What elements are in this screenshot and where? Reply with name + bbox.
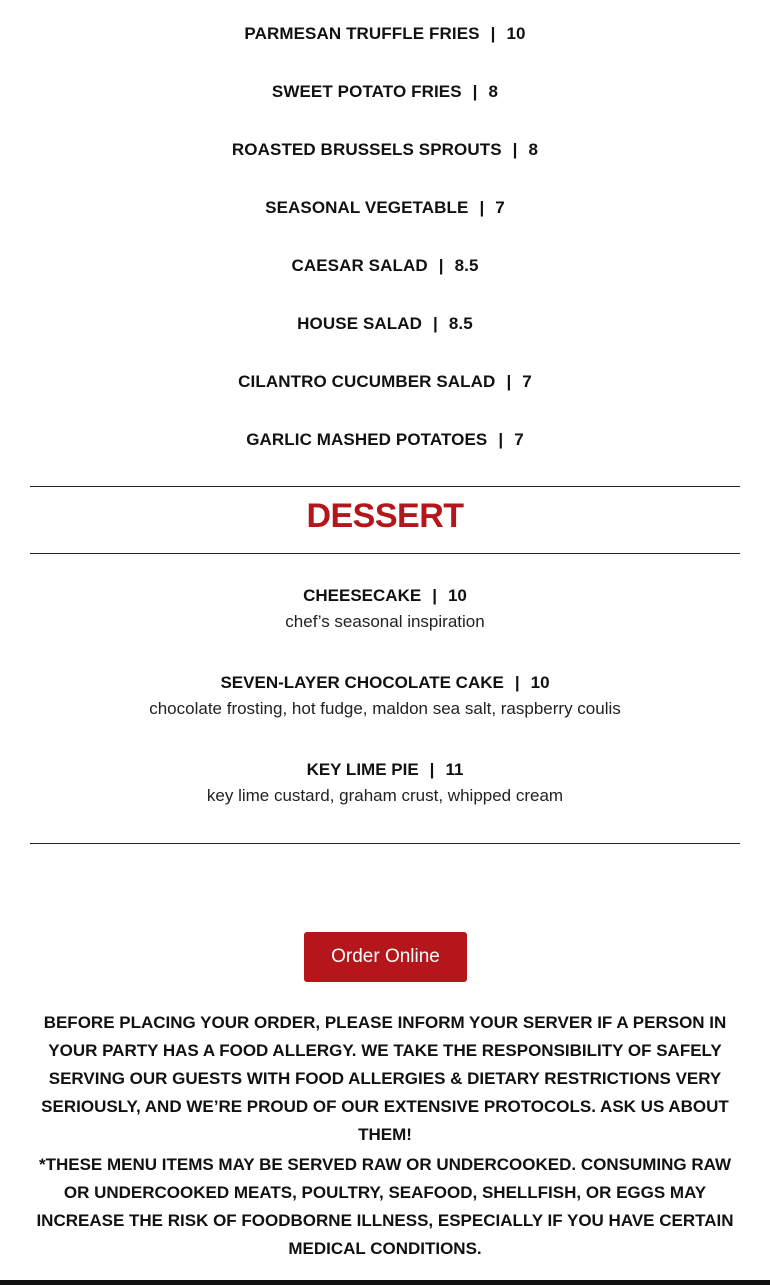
section-title-dessert: DESSERT <box>306 497 464 535</box>
item-price: 10 <box>506 24 526 43</box>
item-name: SEASONAL VEGETABLE <box>265 198 469 217</box>
item-description: key lime custard, graham crust, whipped cream <box>206 786 564 805</box>
allergy-notice: BEFORE PLACING YOUR ORDER, PLEASE INFORM YOUR SERVER IF A PERSON IN YOUR PARTY HAS A FOOD ALLERGY. WE TAKE THE RESPONSIBILITY OF SAFELY SERVING OUR GUESTS WITH FOOD ALLERGIES & DIETARY RESTRICTIONS VERY SERIOUSLY, AND WE’RE PROUD OF OUR EXTENSIVE PROTOCOLS. ASK US ABOUT THEM! <box>41 1013 729 1144</box>
order-online-button[interactable]: Order Online <box>304 932 467 982</box>
item-name: CAESAR SALAD <box>291 256 428 275</box>
footer-bar <box>0 1280 770 1285</box>
item-description: chef’s seasonal inspiration <box>285 612 485 631</box>
item-name: ROASTED BRUSSELS SPROUTS <box>231 140 502 159</box>
item-price: 8.5 <box>448 314 473 333</box>
item-name: CHEESECAKE <box>303 586 422 605</box>
price-separator: | <box>472 82 478 101</box>
menu-item <box>0 22 770 80</box>
section-divider <box>30 486 740 487</box>
menu-item <box>0 196 770 254</box>
item-price: 8 <box>488 82 499 101</box>
menu-item <box>0 370 770 428</box>
menu-item <box>0 428 770 486</box>
item-name: HOUSE SALAD <box>297 314 423 333</box>
price-separator: | <box>512 140 518 159</box>
item-price: 10 <box>447 586 467 605</box>
menu-item <box>0 758 770 845</box>
price-separator: | <box>432 586 437 605</box>
menu-item <box>0 254 770 312</box>
item-price: 10 <box>530 673 550 692</box>
item-price: 11 <box>445 760 464 779</box>
raw-food-notice: *THESE MENU ITEMS MAY BE SERVED RAW OR UNDERCOOKED. CONSUMING RAW OR UNDERCOOKED MEATS, POULTRY, SEAFOOD, SHELLFISH, OR EGGS MAY INCREASE THE RISK OF FOODBORNE ILLNESS, ESPECIALLY IF YOU HAVE CERTAIN MEDICAL CONDITIONS. <box>36 1155 734 1258</box>
price-separator: | <box>490 24 496 43</box>
price-separator: | <box>433 314 438 333</box>
item-price: 7 <box>522 372 532 391</box>
sides-list <box>0 22 770 486</box>
item-name: SEVEN-LAYER CHOCOLATE CAKE <box>220 673 504 692</box>
item-name: GARLIC MASHED POTATOES <box>246 430 488 449</box>
item-price: 7 <box>495 198 505 217</box>
price-separator: | <box>479 198 485 217</box>
price-separator: | <box>438 256 444 275</box>
dessert-list <box>0 584 770 845</box>
menu-item <box>0 138 770 196</box>
item-description: chocolate frosting, hot fudge, maldon sea salt, raspberry coulis <box>149 699 621 718</box>
section-divider <box>30 553 740 554</box>
menu-item <box>0 312 770 370</box>
section-divider <box>30 843 740 844</box>
item-name: SWEET POTATO FRIES <box>271 82 462 101</box>
menu-item <box>0 671 770 758</box>
price-separator: | <box>514 673 520 692</box>
menu-item <box>0 80 770 138</box>
item-name: PARMESAN TRUFFLE FRIES <box>244 24 480 43</box>
item-price: 8.5 <box>454 256 479 275</box>
item-name: CILANTRO CUCUMBER SALAD <box>238 372 496 391</box>
item-price: 8 <box>528 140 539 159</box>
item-price: 7 <box>514 430 524 449</box>
menu-item <box>0 584 770 671</box>
item-name: KEY LIME PIE <box>306 760 419 779</box>
price-separator: | <box>506 372 512 391</box>
price-separator: | <box>429 760 435 779</box>
price-separator: | <box>498 430 504 449</box>
